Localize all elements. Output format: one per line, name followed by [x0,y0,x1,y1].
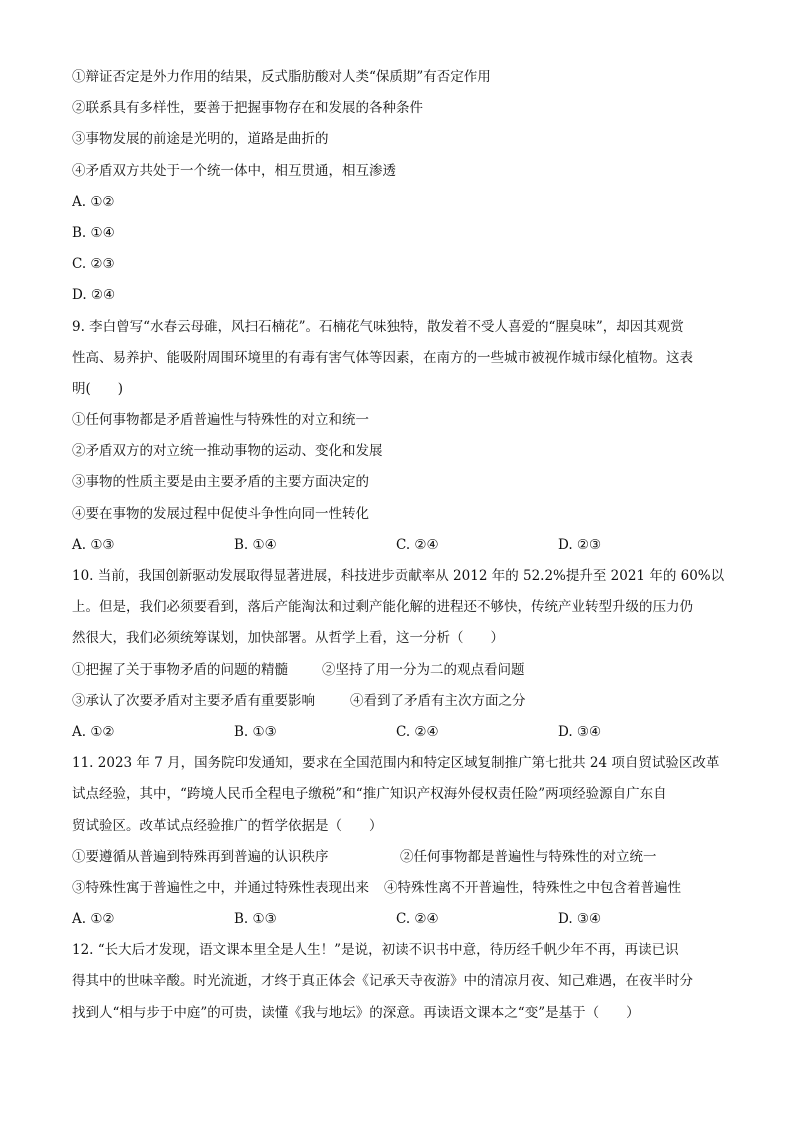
q9-stem-line-1: 9. 李白曾写“水春云母碓，风扫石楠花”。石楠花气味独特，散发着不受人喜爱的“腥臭味”，却因其观赏 [72,318,684,335]
q10-stem-line-3: 然很大，我们必须统筹谋划，加快部署。从哲学上看，这一分析（ ） [72,630,504,647]
q11-stem-line-3: 贸试验区。改革试点经验推广的哲学依据是（ ） [72,817,383,834]
q11-statement-3: ③特殊性寓于普遍性之中，并通过特殊性表现出来 [72,879,369,896]
q11-stem-line-1: 11. 2023 年 7 月，国务院印发通知，要求在全国范围内和特定区域复制推广第七批共 24 项自贸试验区改革 [72,755,720,772]
q10-statements-row-2 [72,686,728,717]
q9-options [72,530,728,561]
q12-stem [72,935,728,1029]
exam-page [72,62,728,1029]
q9-stem-line-2: 性高、易养护、能吸附周围环境里的有毒有害气体等因素，在南方的一些城市被视作城市绿化植物。这表 [72,349,693,366]
q9-statement-2: ②矛盾双方的对立统一推动事物的运动、变化和发展 [72,443,383,460]
q8-option-a: A. ①② [72,193,115,210]
q8-option-d: D. ②④ [72,287,116,304]
q10-statement-1: ①把握了关于事物矛盾的问题的精髓 [72,661,288,678]
q8-statement-3: ③事物发展的前途是光明的，道路是曲折的 [72,131,329,148]
q11-options [72,904,728,935]
q10-option-a: A. ①② [72,723,115,740]
q12-stem-line-1: 12. “长大后才发现，语文课本里全是人生！”是说，初读不识书中意，待历经千帆少年不再，再读已识 [72,942,679,959]
q12-stem-line-3: 找到人“相与步于中庭”的可贵，读懂《我与地坛》的深意。再读语文课本之“变”是基于（ ） [72,1004,640,1021]
q11-statements-row-2 [72,873,728,904]
q9-statement-1: ①任何事物都是矛盾普遍性与特殊性的对立和统一 [72,412,369,429]
q10-statement-4: ④看到了矛盾有主次方面之分 [350,692,526,709]
q10-statement-3: ③承认了次要矛盾对主要矛盾有重要影响 [72,692,315,709]
q10-stem [72,561,728,655]
q11-statement-4: ④特殊性离不开普遍性，特殊性之中包含着普遍性 [384,879,681,896]
q12-stem-line-2: 得其中的世味辛酸。时光流逝，才终于真正体会《记承天寺夜游》中的清凉月夜、知己难遇，在夜半时分 [72,973,693,990]
q10-option-d: D. ③④ [558,723,602,740]
q8-options [72,187,728,312]
q8-statement-1: ①辩证否定是外力作用的结果，反式脂肪酸对人类“保质期”有否定作用 [72,69,491,85]
q11-stem [72,748,728,842]
q10-options [72,717,728,748]
q11-stem-line-2: 试点经验，其中，“跨境人民币全程电子缴税”和“推广知识产权海外侵权责任险”两项经验源自广东自 [72,786,667,803]
q10-statements-row-1 [72,655,728,686]
q10-statement-2: ②坚持了用一分为二的观点看问题 [322,661,525,678]
q9-statement-3: ③事物的性质主要是由主要矛盾的主要方面决定的 [72,474,369,491]
q8-statement-4: ④矛盾双方共处于一个统一体中，相互贯通，相互渗透 [72,162,396,179]
q10-option-b: B. ①③ [234,723,277,740]
q11-statements-row-1 [72,842,728,873]
q10-option-c: C. ②④ [396,723,439,740]
q8-statements [72,62,728,187]
q9-stem-line-3: 明( ) [72,380,124,397]
q9-statement-4: ④要在事物的发展过程中促使斗争性向同一性转化 [72,505,369,522]
q9-stem [72,312,728,406]
q10-stem-line-2: 上。但是，我们必须要看到，落后产能淘汰和过剩产能化解的进程还不够快，传统产业转型升级的压力仍 [72,599,693,616]
q9-statements [72,405,728,530]
q9-option-c: C. ②④ [396,536,439,553]
q9-option-a: A. ①③ [72,536,115,553]
q10-stem-line-1: 10. 当前，我国创新驱动发展取得显著进展，科技进步贡献率从 2012 年的 52.2%提升至 2021 年的 60%以 [72,568,725,584]
q11-option-d: D. ③④ [558,911,602,928]
q11-statement-1: ①要遵循从普遍到特殊再到普遍的认识秩序 [72,848,329,865]
q9-option-b: B. ①④ [234,536,277,553]
q11-option-c: C. ②④ [396,911,439,928]
q11-statement-2: ②任何事物都是普遍性与特殊性的对立统一 [400,848,657,865]
q8-option-b: B. ①④ [72,224,115,241]
q11-option-b: B. ①③ [234,911,277,928]
q8-option-c: C. ②③ [72,256,115,273]
q8-statement-2: ②联系具有多样性，要善于把握事物存在和发展的各种条件 [72,100,423,117]
q11-option-a: A. ①② [72,911,115,928]
q9-option-d: D. ②③ [558,536,602,553]
